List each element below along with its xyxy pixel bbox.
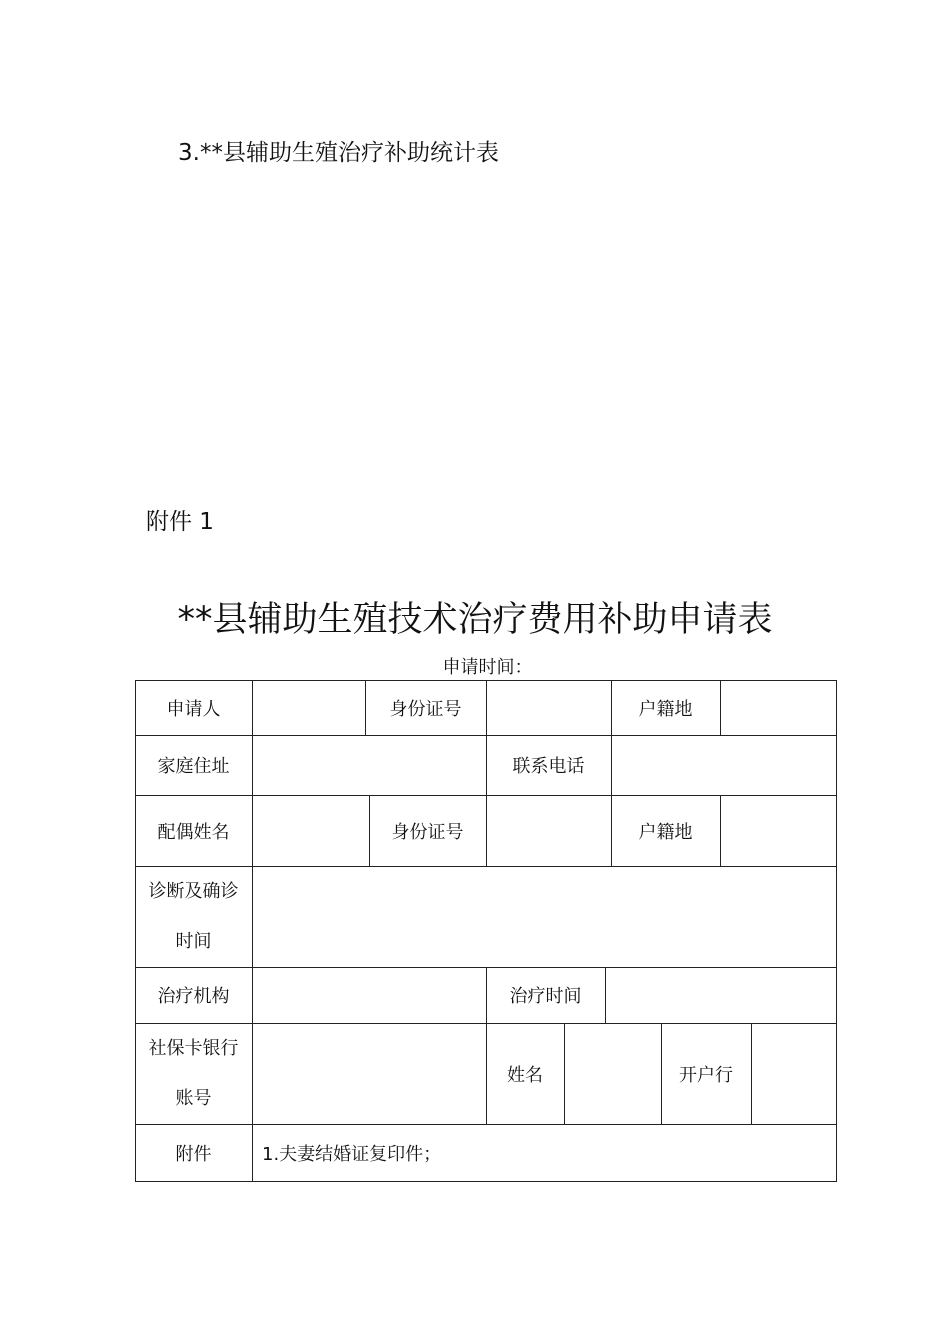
address-label: 家庭住址 — [157, 756, 230, 777]
account-name-field[interactable] — [564, 1023, 661, 1124]
applicant-id-field[interactable] — [486, 680, 611, 735]
spouse-name-field[interactable] — [252, 795, 369, 866]
form-title: **县辅助生殖技术治疗费用补助申请表 — [177, 600, 773, 640]
spouse-household-field[interactable] — [720, 795, 836, 866]
spouse-household-label: 户籍地 — [638, 821, 693, 843]
attachment-label: 附件 1 — [146, 509, 214, 535]
spouse-id-label: 身份证号 — [391, 821, 464, 843]
attachment-content: 1.夫妻结婚证复印件； — [262, 1143, 442, 1165]
attachment-row-label: 附件 — [175, 1143, 212, 1165]
table-border-right — [836, 680, 837, 1181]
applicant-household-field[interactable] — [720, 680, 836, 735]
applicant-household-label: 户籍地 — [638, 698, 693, 720]
bank-name-label: 开户行 — [679, 1064, 733, 1086]
phone-label: 联系电话 — [512, 756, 585, 777]
bank-account-label — [135, 1023, 252, 1124]
section-item-3: 3.**县辅助生殖治疗补助统计表 — [178, 140, 499, 166]
apply-time-label: 申请时间： — [442, 657, 533, 678]
applicant-id-label: 身份证号 — [389, 698, 462, 720]
diagnosis-label-line2: 时间 — [175, 930, 212, 952]
spouse-id-field[interactable] — [486, 795, 611, 866]
bank-name-field[interactable] — [751, 1023, 836, 1124]
diagnosis-label — [135, 866, 252, 967]
diagnosis-label-line1: 诊断及确诊 — [148, 880, 239, 902]
institution-field[interactable] — [252, 967, 486, 1023]
bank-account-field[interactable] — [252, 1023, 486, 1124]
table-border-bottom — [135, 1181, 837, 1182]
phone-field[interactable] — [611, 735, 836, 795]
bank-account-label-line2: 账号 — [175, 1087, 212, 1109]
diagnosis-field[interactable] — [252, 866, 836, 967]
bank-account-label-line1: 社保卡银行 — [148, 1037, 239, 1059]
treatment-time-label: 治疗时间 — [509, 986, 582, 1007]
applicant-label: 申请人 — [166, 698, 221, 720]
treatment-time-field[interactable] — [605, 967, 836, 1023]
address-field[interactable] — [252, 735, 486, 795]
account-name-label: 姓名 — [507, 1064, 543, 1086]
spouse-label: 配偶姓名 — [157, 821, 230, 843]
institution-label: 治疗机构 — [157, 986, 230, 1007]
applicant-name-field[interactable] — [252, 680, 365, 735]
